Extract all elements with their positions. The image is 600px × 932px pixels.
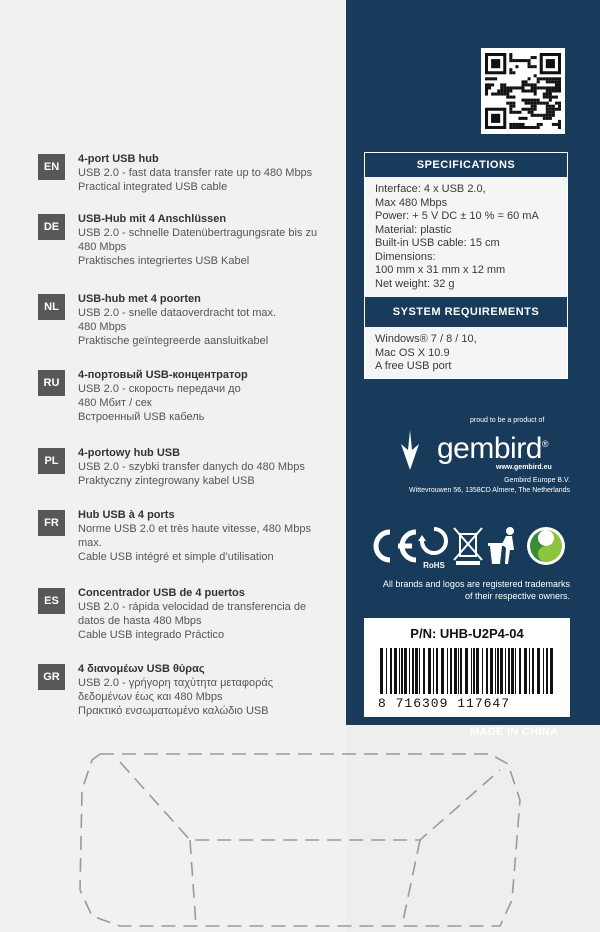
ce-mark-icon (368, 526, 420, 566)
language-title: Concentrador USB de 4 puertos (78, 587, 245, 599)
sysreq-line: Mac OS X 10.9 (375, 346, 450, 359)
language-text (78, 368, 348, 424)
language-title: 4-port USB hub (78, 153, 159, 165)
language-line: max. (78, 537, 102, 549)
sysreq-line: Windows® 7 / 8 / 10, (375, 333, 477, 345)
language-line: USB 2.0 - fast data transfer rate up to 480 Mbps (78, 167, 313, 179)
language-line: USB 2.0 - γρήγορη ταχύτητα μεταφοράς (78, 677, 274, 689)
language-line: Praktische geïntegreerde aansluitkabel (78, 335, 269, 347)
language-line: USB 2.0 - szybki transfer danych do 480 Mbps (78, 461, 305, 473)
language-line: 480 Mbps (78, 321, 127, 333)
recycle-arrows-icon (416, 526, 452, 556)
language-line: Practical integrated USB cable (78, 181, 228, 193)
gembird-logo-icon (398, 428, 422, 472)
language-code-badge: DE (38, 214, 65, 240)
brand-url: www.gembird.eu (496, 464, 552, 471)
language-code-badge: NL (38, 294, 65, 320)
language-code-badge: FR (38, 510, 65, 536)
language-line: Cable USB intégré et simple d’utilisation (78, 551, 274, 563)
language-line: Praktisches integriertes USB Kabel (78, 255, 250, 267)
barcode-icon (378, 648, 558, 696)
language-code-badge: RU (38, 370, 65, 396)
system-requirements-header: SYSTEM REQUIREMENTS (365, 297, 567, 327)
green-dot-icon (524, 526, 568, 566)
qr-code (481, 48, 565, 134)
barcode-number: 8 716309 117647 (378, 696, 511, 711)
language-title: 4 διανομέων USB θύρας (78, 663, 205, 675)
language-line: USB 2.0 - snelle dataoverdracht tot max. (78, 307, 277, 319)
part-number: P/N: UHB-U2P4-04 (410, 626, 524, 641)
spec-line: Power: + 5 V DC ± 10 % = 60 mA (375, 210, 539, 222)
part-number-box (364, 618, 570, 717)
system-requirements-list (365, 327, 567, 378)
spec-line: Dimensions: (375, 250, 436, 263)
proud-text: proud to be a product of (470, 417, 545, 424)
language-title: 4-portowy hub USB (78, 447, 181, 459)
rohs-label: RoHS (423, 561, 445, 570)
specifications-header: SPECIFICATIONS (365, 153, 567, 177)
language-line: Cable USB integrado Práctico (78, 629, 225, 641)
language-text (78, 586, 348, 642)
language-code-badge: ES (38, 588, 65, 614)
language-title: 4-портовый USB-концентратор (78, 369, 248, 381)
weee-bin-icon (452, 526, 484, 566)
specifications-list (365, 177, 567, 297)
language-text (78, 292, 348, 348)
language-text (78, 662, 348, 718)
spec-line: 100 mm x 31 mm x 12 mm (375, 264, 506, 276)
language-line: Πρακτικό ενσωματωμένο καλώδιο USB (78, 705, 269, 717)
language-text (78, 212, 348, 268)
language-title: USB-hub met 4 poorten (78, 293, 201, 305)
trademark-line: All brands and logos are registered trademarks (382, 579, 570, 589)
language-title: USB-Hub mit 4 Anschlüssen (78, 213, 227, 225)
specifications-box (364, 152, 568, 379)
language-code-badge: GR (38, 664, 65, 690)
language-code-badge: PL (38, 448, 65, 474)
tidy-man-icon (486, 526, 520, 566)
company-address: Wittevrouwen 56, 1358CD Almere, The Netherlands (409, 487, 570, 494)
trademark-line: of their respective owners. (464, 591, 570, 601)
language-line: δεδομένων έως και 480 Mbps (78, 691, 223, 703)
sysreq-line: A free USB port (375, 360, 452, 372)
language-line: Встроенный USB кабель (78, 411, 205, 423)
spec-line: Interface: 4 x USB 2.0, (375, 183, 486, 195)
rohs-mark (416, 526, 452, 570)
language-text (78, 508, 348, 564)
language-text (78, 446, 348, 488)
language-text (78, 152, 348, 194)
brand-name: gembird (437, 432, 542, 465)
language-line: datos de hasta 480 Mbps (78, 615, 202, 627)
spec-line: Net weight: 32 g (375, 277, 455, 290)
language-line: USB 2.0 - скорость передачи до (78, 383, 241, 395)
company-name: Gembird Europe B.V. (504, 477, 570, 484)
trademark-notice (360, 578, 570, 602)
spec-line: Material: plastic (375, 223, 452, 236)
spec-line: Max 480 Mbps (375, 196, 448, 209)
language-line: Praktyczny zintegrowany kabel USB (78, 475, 255, 487)
made-in-label: MADE IN CHINA (470, 726, 559, 738)
language-line: USB 2.0 - rápida velocidad de transferencia de (78, 601, 307, 613)
spec-line: Built-in USB cable: 15 cm (375, 237, 500, 249)
registered-mark: ® (541, 439, 549, 449)
hanger-cutout-outline (0, 740, 600, 932)
language-line: USB 2.0 - schnelle Datenübertragungsrate bis zu (78, 227, 318, 239)
language-line: Norme USB 2.0 et très haute vitesse, 480 Mbps (78, 523, 311, 535)
language-line: 480 Мбит / сек (78, 397, 152, 409)
language-code-badge: EN (38, 154, 65, 180)
language-title: Hub USB à 4 ports (78, 509, 175, 521)
qr-code-icon (485, 52, 561, 130)
language-line: 480 Mbps (78, 241, 127, 253)
gembird-logo (437, 432, 548, 466)
